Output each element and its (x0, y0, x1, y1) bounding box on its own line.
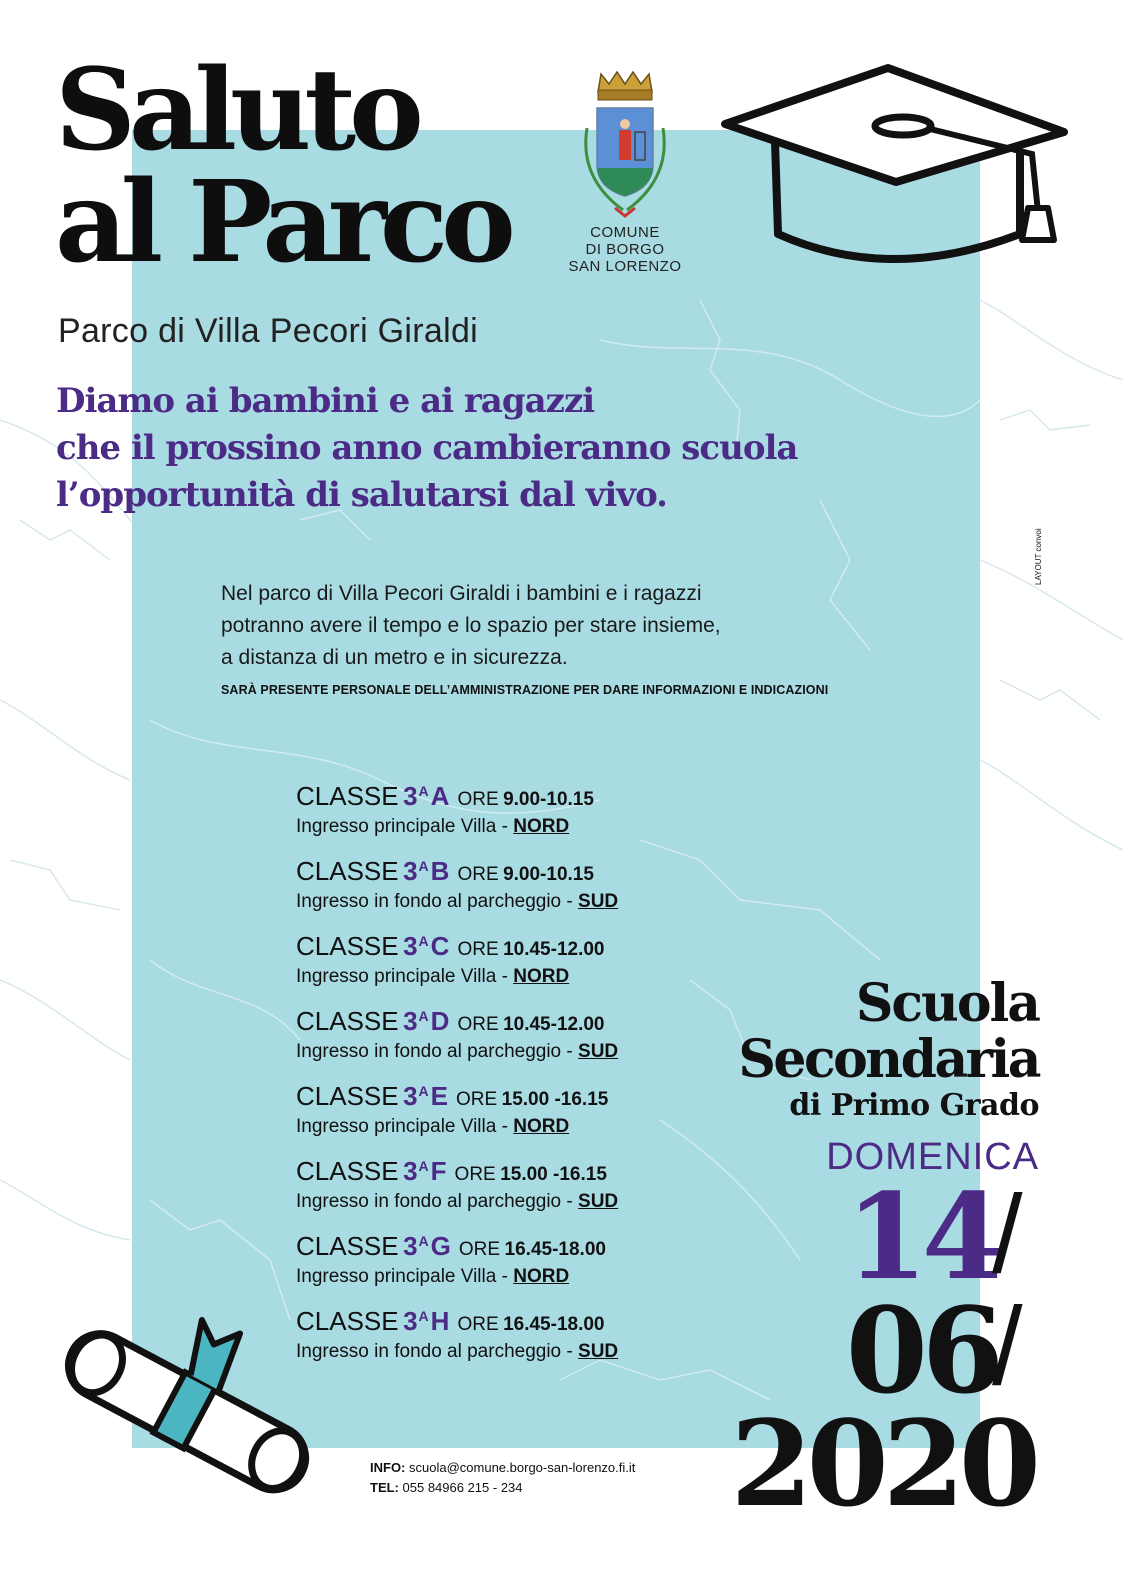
class-time: 15.00 -16.15 (501, 1089, 609, 1110)
class-heading (296, 1301, 756, 1341)
entrance-direction: SUD (578, 891, 619, 912)
class-word: CLASSE (296, 931, 399, 961)
headline-line-1: Diamo ai bambini e ai ragazzi (56, 381, 595, 421)
entrance-text: Ingresso in fondo al parcheggio - (296, 1191, 573, 1212)
venue-subtitle: Parco di Villa Pecori Giraldi (58, 312, 479, 350)
class-entrance (296, 1041, 756, 1063)
contact-info (370, 1458, 635, 1498)
entrance-direction: NORD (513, 966, 570, 987)
class-entry (296, 776, 756, 851)
class-letter: B (430, 856, 450, 886)
class-letter: H (430, 1306, 450, 1336)
class-time: 9.00-10.15 (503, 864, 594, 885)
class-word: CLASSE (296, 1306, 399, 1336)
class-year: 3 (403, 1156, 418, 1186)
date-separator: / (992, 1173, 1023, 1296)
layout-credit (1034, 525, 1048, 685)
diploma-scroll-icon (38, 1310, 348, 1510)
school-name (738, 973, 1039, 1124)
municipality-logo (555, 68, 695, 275)
entrance-text: Ingresso principale Villa - (296, 1266, 508, 1287)
class-letter: E (430, 1081, 448, 1111)
class-entrance (296, 891, 756, 913)
school-line-3: di Primo Grado (789, 1088, 1039, 1123)
ore-word: ORE (457, 939, 499, 960)
ore-word: ORE (456, 1089, 498, 1110)
class-superscript: A (418, 858, 429, 874)
class-time: 16.45-18.00 (504, 1239, 606, 1260)
entrance-text: Ingresso principale Villa - (296, 816, 508, 837)
class-code (403, 856, 449, 886)
class-letter: A (430, 781, 450, 811)
ore-word: ORE (457, 789, 499, 810)
class-code (403, 1081, 448, 1111)
class-superscript: A (418, 1233, 429, 1249)
class-entry (296, 1151, 756, 1226)
class-heading (296, 926, 756, 966)
entrance-direction: SUD (578, 1041, 619, 1062)
staff-notice: SARÀ PRESENTE PERSONALE DELL’AMMINISTRAZIONE PER DARE INFORMAZIONI E INDICAZIONI (221, 683, 829, 697)
ore-word: ORE (458, 1239, 501, 1260)
class-superscript: A (418, 1008, 429, 1024)
class-word: CLASSE (296, 1156, 399, 1186)
date-separator: / (992, 1285, 1023, 1408)
class-schedule (296, 776, 756, 1376)
description-line-2: potranno avere il tempo e lo spazio per stare insieme, (221, 614, 721, 637)
headline-line-3: l’opportunità di salutarsi dal vivo. (56, 475, 667, 515)
class-code (403, 931, 449, 961)
class-heading (296, 1151, 756, 1191)
weekday: DOMENICA (826, 1136, 1039, 1178)
ore-word: ORE (457, 1014, 499, 1035)
class-time: 10.45-12.00 (503, 939, 605, 960)
class-heading (296, 851, 756, 891)
entrance-text: Ingresso principale Villa - (296, 1116, 508, 1137)
class-time: 9.00-10.15 (503, 789, 594, 810)
class-superscript: A (418, 1083, 429, 1099)
entrance-direction: NORD (513, 1116, 570, 1137)
headline (56, 378, 797, 519)
logo-name-line-1: COMUNE (590, 224, 660, 241)
class-year: 3 (403, 1006, 418, 1036)
class-time: 16.45-18.00 (503, 1314, 605, 1335)
class-heading (296, 1226, 756, 1266)
class-year: 3 (403, 781, 418, 811)
class-entrance (296, 1191, 756, 1213)
class-entry (296, 851, 756, 926)
description (221, 578, 721, 674)
class-superscript: A (418, 1308, 429, 1324)
class-year: 3 (403, 1081, 418, 1111)
title-line-2: al Parco (55, 157, 509, 288)
class-superscript: A (418, 1158, 429, 1174)
description-line-1: Nel parco di Villa Pecori Giraldi i bambini e i ragazzi (221, 582, 702, 605)
layout-credit-text: LAYOUT convoi (1034, 528, 1043, 585)
class-time: 10.45-12.00 (503, 1014, 605, 1035)
class-word: CLASSE (296, 781, 399, 811)
entrance-direction: NORD (513, 1266, 570, 1287)
class-word: CLASSE (296, 1231, 399, 1261)
class-code (403, 781, 449, 811)
entrance-text: Ingresso in fondo al parcheggio - (296, 1341, 573, 1362)
class-superscript: A (418, 933, 429, 949)
logo-name-line-3: SAN LORENZO (568, 258, 682, 275)
class-entry (296, 1301, 756, 1376)
tel-label: TEL: (370, 1480, 399, 1495)
event-title (55, 45, 509, 288)
class-entry (296, 1076, 756, 1151)
phone-number: 055 84966 215 - 234 (402, 1480, 523, 1495)
class-superscript: A (418, 783, 429, 799)
ore-word: ORE (454, 1164, 496, 1185)
class-entrance (296, 816, 756, 838)
class-year: 3 (403, 1231, 418, 1261)
graduation-cap-icon (720, 62, 1080, 282)
entrance-text: Ingresso in fondo al parcheggio - (296, 1041, 573, 1062)
entrance-text: Ingresso in fondo al parcheggio - (296, 891, 573, 912)
date-month: 06 (845, 1281, 998, 1420)
class-year: 3 (403, 1306, 418, 1336)
class-code (403, 1306, 449, 1336)
logo-name-line-2: DI BORGO (585, 241, 665, 258)
ore-word: ORE (457, 1314, 499, 1335)
date-day: 14 (845, 1167, 998, 1306)
description-line-3: a distanza di un metro e in sicurezza. (221, 646, 568, 669)
class-code (403, 1231, 451, 1261)
class-year: 3 (403, 856, 418, 886)
class-entry (296, 1001, 756, 1076)
class-code (403, 1006, 449, 1036)
class-entrance (296, 966, 756, 988)
class-letter: C (430, 931, 450, 961)
date-year: 2020 (730, 1394, 1035, 1533)
title-line-1: Saluto (55, 45, 417, 176)
class-time: 15.00 -16.15 (500, 1164, 607, 1185)
entrance-direction: SUD (578, 1191, 619, 1212)
class-year: 3 (403, 931, 418, 961)
class-entry (296, 1226, 756, 1301)
class-heading (296, 776, 756, 816)
class-code (403, 1156, 446, 1186)
class-word: CLASSE (296, 1006, 399, 1036)
class-entrance (296, 1266, 756, 1288)
ore-word: ORE (457, 864, 499, 885)
coat-of-arms-icon (565, 68, 685, 224)
class-word: CLASSE (296, 856, 399, 886)
class-entrance (296, 1341, 756, 1363)
class-entrance (296, 1116, 756, 1138)
info-label: INFO: (370, 1460, 406, 1475)
class-letter: G (430, 1231, 451, 1261)
entrance-text: Ingresso principale Villa - (296, 966, 508, 987)
class-heading (296, 1001, 756, 1041)
class-letter: D (430, 1006, 450, 1036)
school-line-1: Scuola (855, 973, 1039, 1034)
class-word: CLASSE (296, 1081, 399, 1111)
school-line-2: Secondaria (738, 1029, 1039, 1090)
entrance-direction: NORD (513, 816, 570, 837)
class-entry (296, 926, 756, 1001)
email-link[interactable]: scuola@comune.borgo-san-lorenzo.fi.it (409, 1460, 636, 1475)
entrance-direction: SUD (578, 1341, 619, 1362)
headline-line-2: che il prossino anno cambieranno scuola (56, 428, 798, 468)
class-heading (296, 1076, 756, 1116)
class-letter: F (430, 1156, 447, 1186)
